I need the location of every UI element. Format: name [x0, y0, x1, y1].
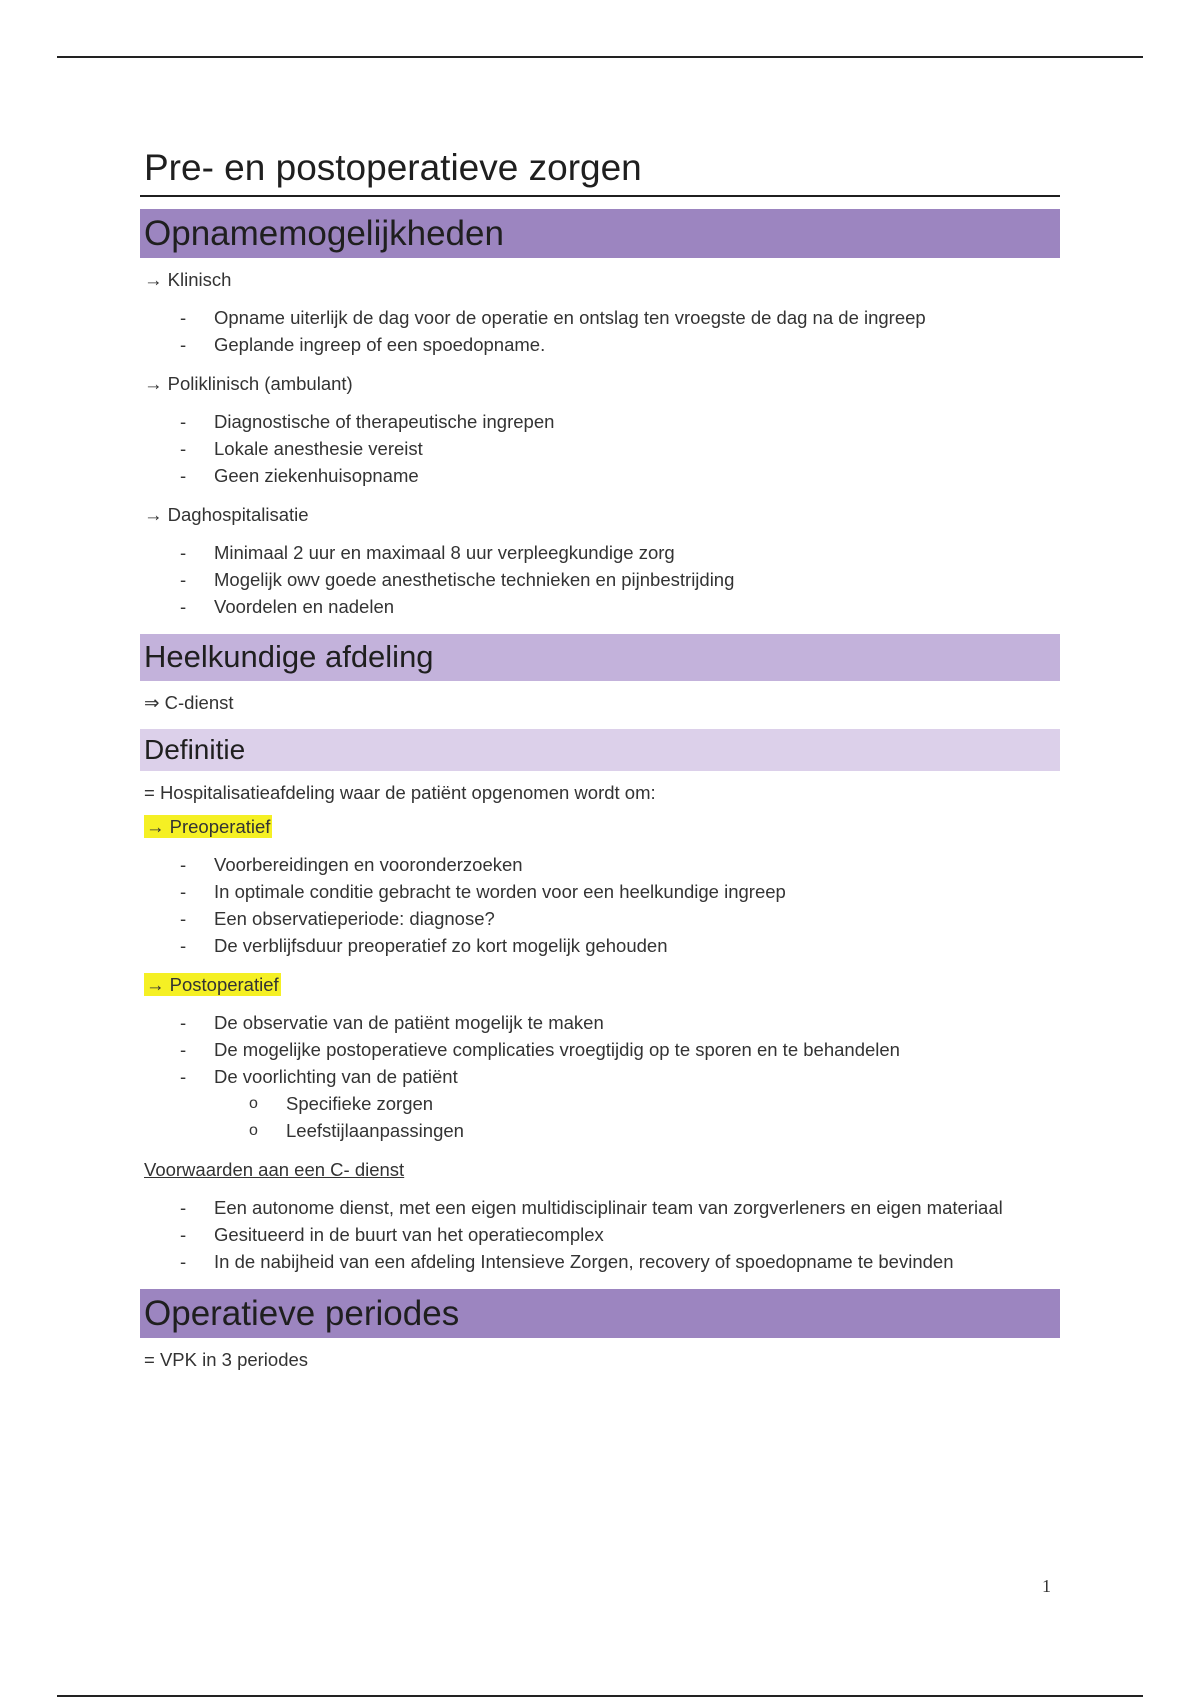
list-item: - De mogelijke postoperatieve complicaties vroegtijdig op te sporen en te behandelen [180, 1038, 900, 1060]
list-item: - In optimale conditie gebracht te worden voor een heelkundige ingreep [180, 880, 786, 902]
heading-opnamemogelijkheden: Opnamemogelijkheden [140, 209, 1060, 259]
list-item: - De verblijfsduur preoperatief zo kort mogelijk gehouden [180, 934, 668, 956]
list-item: - De voorlichting van de patiënt o Specifieke zorgen o Leefstijlaanpassingen [140, 1063, 1060, 1144]
heading-heelkundige-afdeling: Heelkundige afdeling [140, 634, 1060, 681]
list-item: - Gesitueerd in de buurt van het operatiecomplex [180, 1223, 604, 1245]
list-item: - De observatie van de patiënt mogelijk te maken [180, 1011, 604, 1033]
page-number: 1 [1042, 1576, 1051, 1596]
list-poliklinisch [140, 408, 1060, 489]
voorwaarden-underlined: Voorwaarden aan een C- dienst [144, 1158, 405, 1180]
list-item: - Voorbereidingen en vooronderzoeken [180, 853, 523, 875]
list-item: - In de nabijheid van een afdeling Intensieve Zorgen, recovery of spoedopname te bevinden [180, 1250, 954, 1272]
sublist-item: o Leefstijlaanpassingen [249, 1119, 464, 1141]
list-preoperatief [140, 851, 1060, 959]
label-voorwaarden [144, 1158, 1060, 1182]
list-item: - Geplande ingreep of een spoedopname. [180, 334, 546, 356]
note-c-dienst: ⇒ C-dienst [144, 692, 234, 714]
list-voorwaarden [140, 1194, 1060, 1275]
highlight-postoperatief: → Postoperatief [146, 973, 279, 995]
list-item: - Een observatieperiode: diagnose? [180, 907, 495, 929]
label-postoperatief [144, 973, 1060, 997]
list-item: - Lokale anesthesie vereist [180, 438, 423, 460]
definitie-intro: = Hospitalisatieafdeling waar de patiënt opgenomen wordt om: [144, 781, 656, 803]
list-item: - Minimaal 2 uur en maximaal 8 uur verpleegkundige zorg [180, 542, 675, 564]
list-item: - Diagnostische of therapeutische ingrepen [180, 411, 555, 433]
label-daghospitalisatie: → Daghospitalisatie [144, 504, 309, 526]
list-postoperatief [140, 1009, 1060, 1144]
label-preoperatief [144, 815, 1060, 839]
label-klinisch: → Klinisch [144, 269, 232, 291]
list-item: - Mogelijk owv goede anesthetische technieken en pijnbestrijding [180, 569, 735, 591]
document-body [140, 142, 1060, 1372]
sublist-item: o Specifieke zorgen [249, 1092, 434, 1114]
document-title: Pre- en postoperatieve zorgen [140, 142, 1060, 197]
heading-operatieve-periodes: Operatieve periodes [140, 1289, 1060, 1339]
header-rule [57, 56, 1143, 58]
footer-rule [57, 1695, 1143, 1697]
label-poliklinisch: → Poliklinisch (ambulant) [144, 373, 353, 395]
list-klinisch [140, 304, 1060, 358]
list-daghospitalisatie [140, 539, 1060, 620]
heading-definitie: Definitie [140, 729, 1060, 770]
list-item: - Geen ziekenhuisopname [180, 465, 419, 487]
note-vpk-periodes: = VPK in 3 periodes [144, 1349, 309, 1371]
list-item: - Een autonome dienst, met een eigen multidisciplinair team van zorgverleners en eigen materiaal [180, 1196, 1003, 1218]
list-item: - Voordelen en nadelen [180, 596, 395, 618]
highlight-preoperatief: → Preoperatief [146, 815, 271, 837]
list-item: - Opname uiterlijk de dag voor de operatie en ontslag ten vroegste de dag na de ingreep [180, 307, 926, 329]
sublist-voorlichting [214, 1090, 1060, 1144]
